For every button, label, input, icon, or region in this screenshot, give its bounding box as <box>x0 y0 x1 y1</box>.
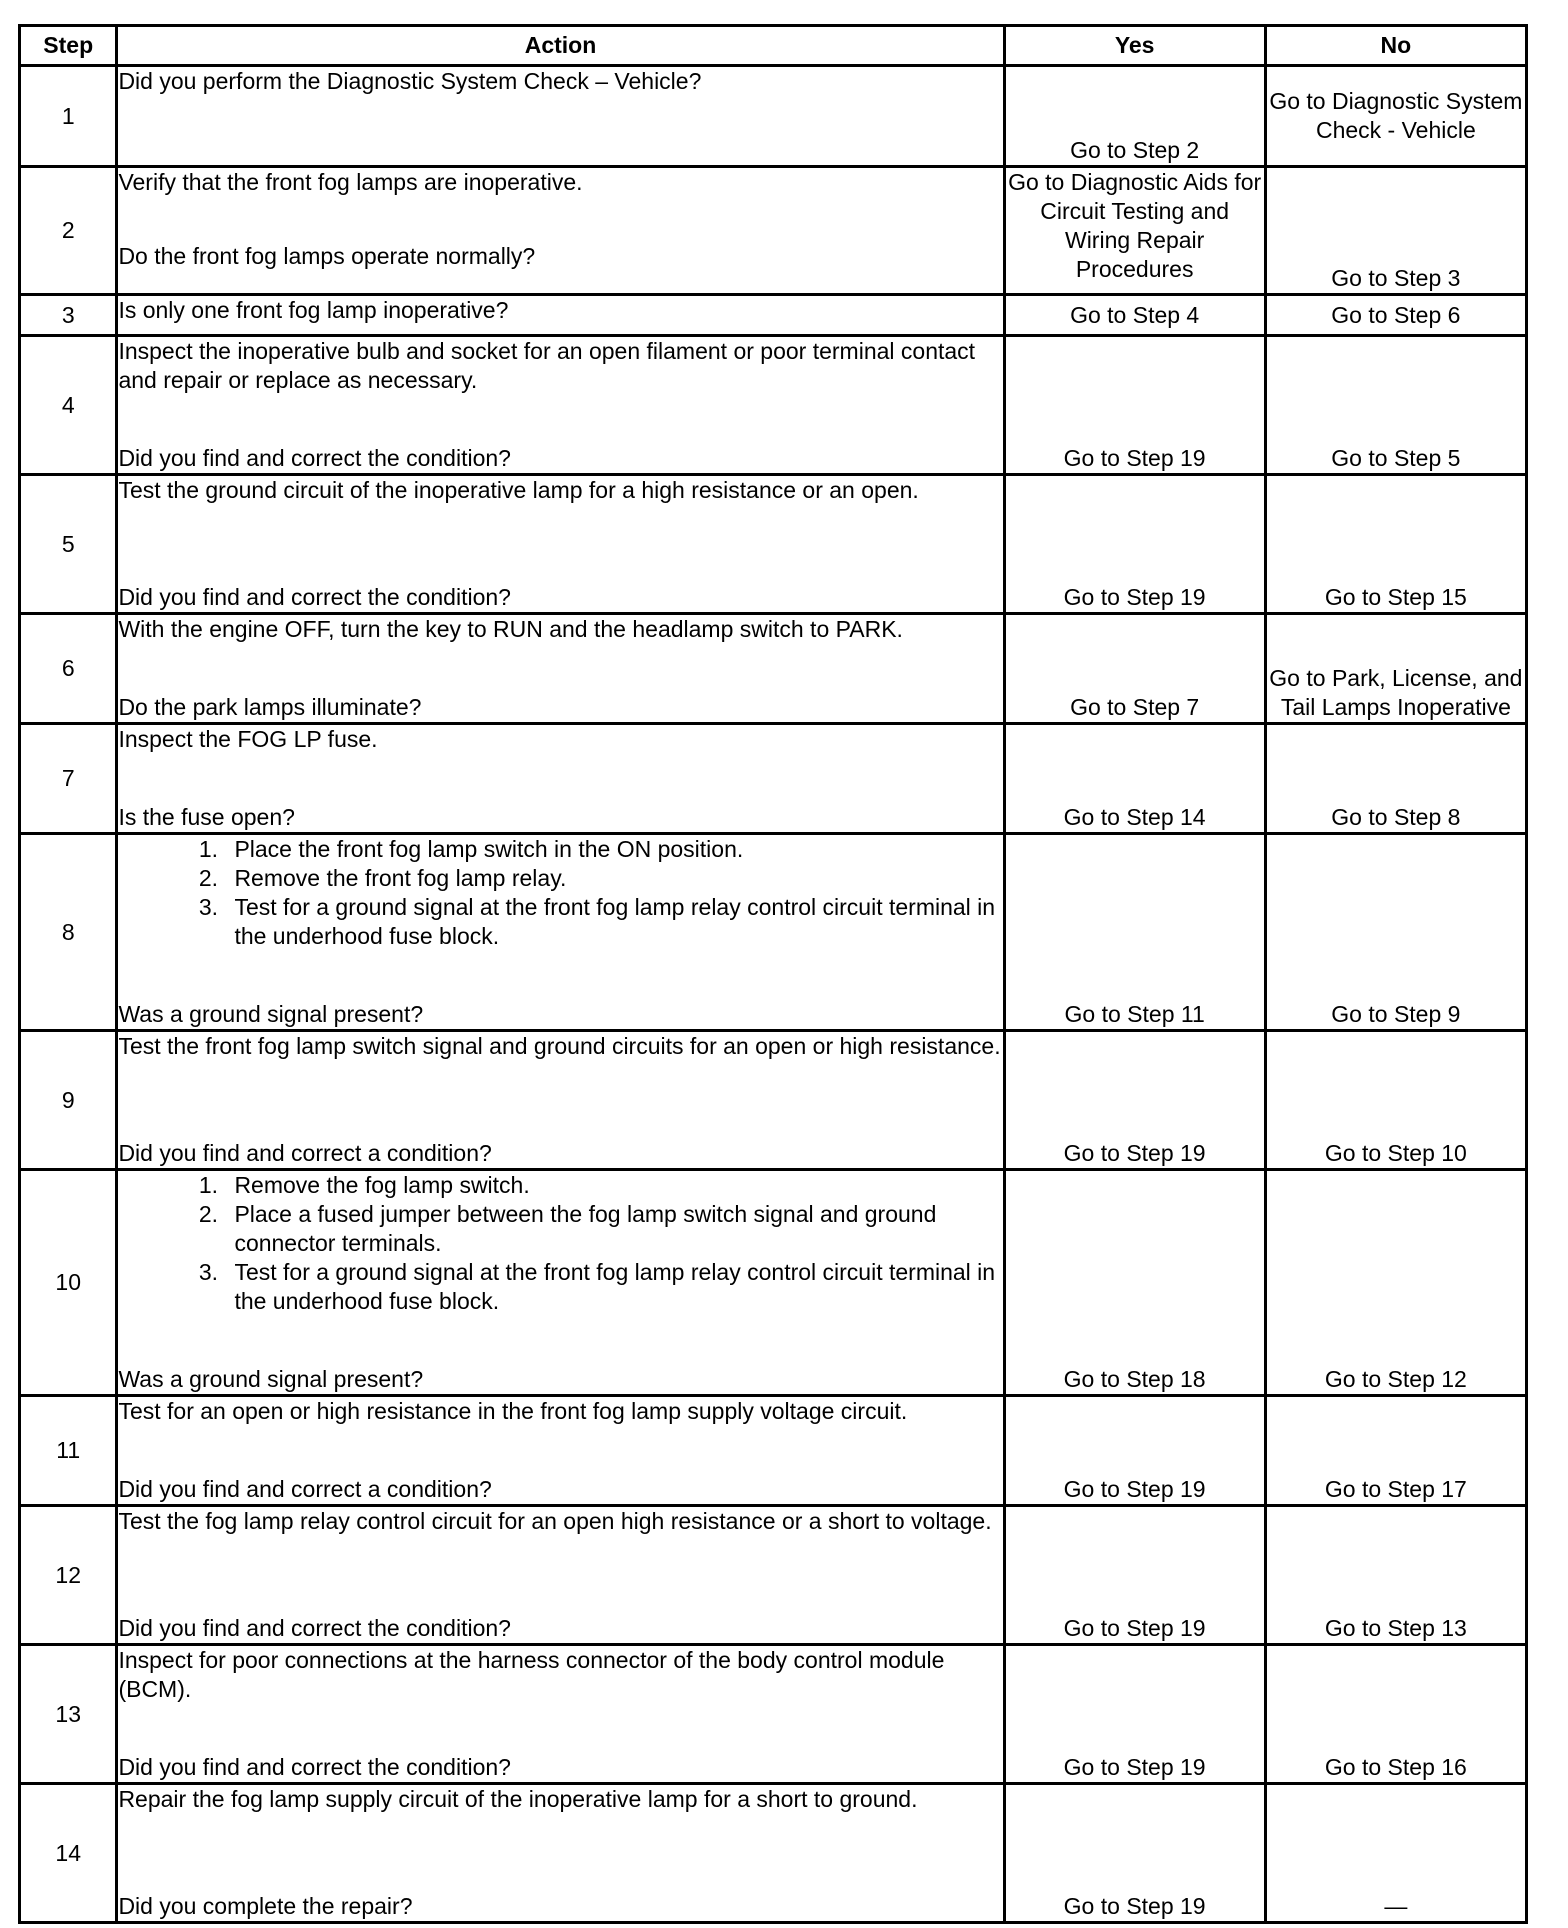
yes-cell: Go to Diagnostic Aids for Circuit Testing and Wiring Repair Procedures <box>1004 167 1265 295</box>
action-cell <box>117 295 1004 336</box>
yes-cell: Go to Step 19 <box>1004 1506 1265 1645</box>
action-text: Test the fog lamp relay control circuit for an open high resistance or a short to voltage. <box>118 1508 992 1534</box>
no-cell: Go to Park, License, and Tail Lamps Inoperative <box>1265 614 1526 724</box>
list-item: 2. Place a fused jumper between the fog lamp switch signal and ground connector terminals. <box>224 1200 1002 1258</box>
action-question: Did you complete the repair? <box>118 1893 413 1919</box>
action-cell <box>117 66 1004 167</box>
table-row <box>20 1784 1527 1923</box>
table-row <box>20 1645 1527 1784</box>
action-cell <box>117 1784 1004 1923</box>
step-number: 13 <box>20 1645 117 1784</box>
action-question: Did you find and correct a condition? <box>118 1476 492 1502</box>
action-text: Did you perform the Diagnostic System Check – Vehicle? <box>118 68 702 94</box>
action-question: Is the fuse open? <box>118 804 295 830</box>
action-text: Repair the fog lamp supply circuit of the inoperative lamp for a short to ground. <box>118 1786 918 1812</box>
action-cell <box>117 1506 1004 1645</box>
action-cell <box>117 1170 1004 1396</box>
action-cell <box>117 1031 1004 1170</box>
no-cell: Go to Step 6 <box>1265 295 1526 336</box>
step-number: 10 <box>20 1170 117 1396</box>
step-number: 2 <box>20 167 117 295</box>
no-cell: Go to Step 13 <box>1265 1506 1526 1645</box>
step-number: 1 <box>20 66 117 167</box>
yes-cell: Go to Step 19 <box>1004 1784 1265 1923</box>
step-number: 4 <box>20 336 117 475</box>
header-action: Action <box>117 26 1004 66</box>
yes-cell: Go to Step 19 <box>1004 475 1265 614</box>
no-cell: Go to Step 17 <box>1265 1396 1526 1506</box>
no-cell: Go to Step 16 <box>1265 1645 1526 1784</box>
action-text: With the engine OFF, turn the key to RUN and the headlamp switch to PARK. <box>118 616 903 642</box>
no-cell: Go to Diagnostic System Check - Vehicle <box>1265 66 1526 167</box>
action-question: Did you find and correct the condition? <box>118 445 511 471</box>
no-cell: Go to Step 15 <box>1265 475 1526 614</box>
yes-cell: Go to Step 14 <box>1004 724 1265 834</box>
yes-cell: Go to Step 7 <box>1004 614 1265 724</box>
no-cell: Go to Step 8 <box>1265 724 1526 834</box>
action-question: Did you find and correct the condition? <box>118 1754 511 1780</box>
action-text: Inspect the inoperative bulb and socket for an open filament or poor terminal contact and repair or replace as necessary. <box>118 338 976 393</box>
action-text: Inspect for poor connections at the harness connector of the body control module (BCM). <box>118 1647 945 1702</box>
table-row <box>20 834 1527 1031</box>
action-text: Is only one front fog lamp inoperative? <box>118 297 509 323</box>
table-row <box>20 1031 1527 1170</box>
list-item: 2. Remove the front fog lamp relay. <box>224 864 1002 893</box>
header-yes: Yes <box>1004 26 1265 66</box>
action-cell <box>117 336 1004 475</box>
step-number: 3 <box>20 295 117 336</box>
step-number: 11 <box>20 1396 117 1506</box>
yes-cell: Go to Step 19 <box>1004 1031 1265 1170</box>
header-row <box>20 26 1527 66</box>
action-cell <box>117 1396 1004 1506</box>
action-text: Test for an open or high resistance in the front fog lamp supply voltage circuit. <box>118 1398 908 1424</box>
no-cell: Go to Step 10 <box>1265 1031 1526 1170</box>
yes-cell: Go to Step 18 <box>1004 1170 1265 1396</box>
header-no: No <box>1265 26 1526 66</box>
yes-cell: Go to Step 11 <box>1004 834 1265 1031</box>
yes-cell: Go to Step 2 <box>1004 66 1265 167</box>
action-steps-list <box>118 835 1002 951</box>
table-row <box>20 295 1527 336</box>
action-cell <box>117 614 1004 724</box>
diagnostic-table <box>18 24 1528 1924</box>
step-number: 14 <box>20 1784 117 1923</box>
table-row <box>20 724 1527 834</box>
action-question: Did you find and correct the condition? <box>118 1615 511 1641</box>
step-number: 5 <box>20 475 117 614</box>
no-cell: Go to Step 12 <box>1265 1170 1526 1396</box>
list-item: 1. Place the front fog lamp switch in the ON position. <box>224 835 1002 864</box>
list-item: 3. Test for a ground signal at the front fog lamp relay control circuit terminal in the underhood fuse block. <box>224 1258 1002 1316</box>
action-text: Test the ground circuit of the inoperative lamp for a high resistance or an open. <box>118 477 919 503</box>
action-question: Was a ground signal present? <box>118 1001 424 1027</box>
table-row <box>20 1170 1527 1396</box>
no-cell: — <box>1265 1784 1526 1923</box>
step-number: 6 <box>20 614 117 724</box>
list-item: 3. Test for a ground signal at the front fog lamp relay control circuit terminal in the underhood fuse block. <box>224 893 1002 951</box>
table-row <box>20 66 1527 167</box>
action-cell <box>117 724 1004 834</box>
action-cell <box>117 834 1004 1031</box>
no-cell: Go to Step 9 <box>1265 834 1526 1031</box>
table-row <box>20 167 1527 295</box>
step-number: 12 <box>20 1506 117 1645</box>
step-number: 9 <box>20 1031 117 1170</box>
step-number: 7 <box>20 724 117 834</box>
table-row <box>20 475 1527 614</box>
action-question: Did you find and correct the condition? <box>118 584 511 610</box>
yes-cell: Go to Step 19 <box>1004 1645 1265 1784</box>
yes-cell: Go to Step 19 <box>1004 1396 1265 1506</box>
table-row <box>20 614 1527 724</box>
list-item: 1. Remove the fog lamp switch. <box>224 1171 1002 1200</box>
yes-cell: Go to Step 4 <box>1004 295 1265 336</box>
no-cell: Go to Step 5 <box>1265 336 1526 475</box>
action-cell <box>117 475 1004 614</box>
no-cell: Go to Step 3 <box>1265 167 1526 295</box>
table-row <box>20 336 1527 475</box>
table-row <box>20 1506 1527 1645</box>
table-row <box>20 1396 1527 1506</box>
action-text: Verify that the front fog lamps are inoperative. <box>118 169 583 195</box>
action-cell <box>117 167 1004 295</box>
action-cell <box>117 1645 1004 1784</box>
action-text: Test the front fog lamp switch signal and ground circuits for an open or high resistance. <box>118 1033 1001 1059</box>
action-question: Did you find and correct a condition? <box>118 1140 492 1166</box>
yes-cell: Go to Step 19 <box>1004 336 1265 475</box>
header-step: Step <box>20 26 117 66</box>
action-steps-list <box>118 1171 1002 1316</box>
action-question: Was a ground signal present? <box>118 1366 424 1392</box>
action-text: Inspect the FOG LP fuse. <box>118 726 378 752</box>
action-question: Do the park lamps illuminate? <box>118 694 422 720</box>
step-number: 8 <box>20 834 117 1031</box>
action-question: Do the front fog lamps operate normally? <box>118 243 536 269</box>
